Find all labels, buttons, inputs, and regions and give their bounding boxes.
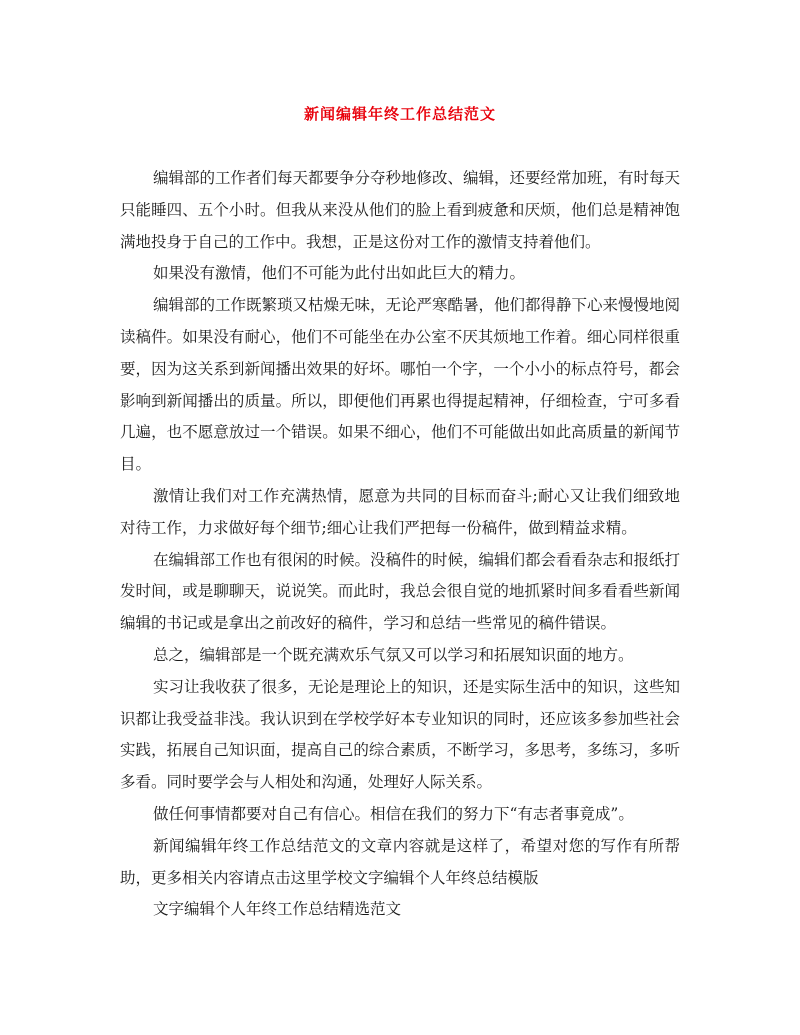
body-paragraph: 做任何事情都要对自己有信心。相信在我们的努力下“有志者事竟成”。 [153,804,634,823]
document-title: 新闻编辑年终工作总结范文 [303,105,496,123]
document-body [120,163,680,926]
body-paragraph: 在编辑部工作也有很闲的时候。没稿件的时候，编辑们都会看看杂志和报纸打发时间，或是聊聊天，说说笑。而此时，我总会很自觉的地抓紧时间多看看些新闻编辑的书记或是拿出之前改好的稿件，学习和总结一些常见的稿件错误。 [120,550,681,633]
related-article-link[interactable]: 新闻编辑年终工作总结范文的文章内容就是这样了，希望对您的写作有所帮助，更多相关内容请点击这里学校文字编辑个人年终总结模版 [120,836,680,887]
body-paragraph: 总之，编辑部是一个既充满欢乐气氛又可以学习和拓展知识面的地方。 [153,645,634,664]
body-paragraph: 编辑部的工作者们每天都要争分夺秒地修改、编辑，还要经常加班，有时每天只能睡四、五个小时。但我从来没从他们的脸上看到疲惫和厌烦，他们总是精神饱满地投身于自己的工作中。我想，正是这份对工作的激情支持着他们。 [120,169,681,251]
body-paragraph: 实习让我收获了很多，无论是理论上的知识，还是实际生活中的知识，这些知识都让我受益非浅。我认识到在学校学好本专业知识的同时，还应该多参加些社会实践，拓展自己知识面，提高自己的综合素质，不断学习，多思考，多练习，多听多看。同时要学会与人相处和沟通，处理好人际关系。 [120,677,681,792]
body-paragraph: 如果没有激情，他们不可能为此付出如此巨大的精力。 [153,264,526,283]
body-paragraph: 编辑部的工作既繁琐又枯燥无味，无论严寒酷暑，他们都得静下心来慢慢地阅读稿件。如果没有耐心，他们不可能坐在办公室不厌其烦地工作着。细心同样很重要，因为这关系到新闻播出效果的好坏。哪怕一个字，一个小小的标点符号，都会影响到新闻播出的质量。所以，即便他们再累也得提起精神，仔细检查，宁可多看几遍，也不愿意放过一个错误。如果不细心，他们不可能做出如此高质量的新闻节目。 [120,296,681,474]
body-paragraph: 激情让我们对工作充满热情，愿意为共同的目标而奋斗;耐心又让我们细致地对待工作，力求做好每个细节;细心让我们严把每一份稿件，做到精益求精。 [120,486,680,537]
related-article-link[interactable]: 文字编辑个人年终工作总结精选范文 [153,900,402,919]
